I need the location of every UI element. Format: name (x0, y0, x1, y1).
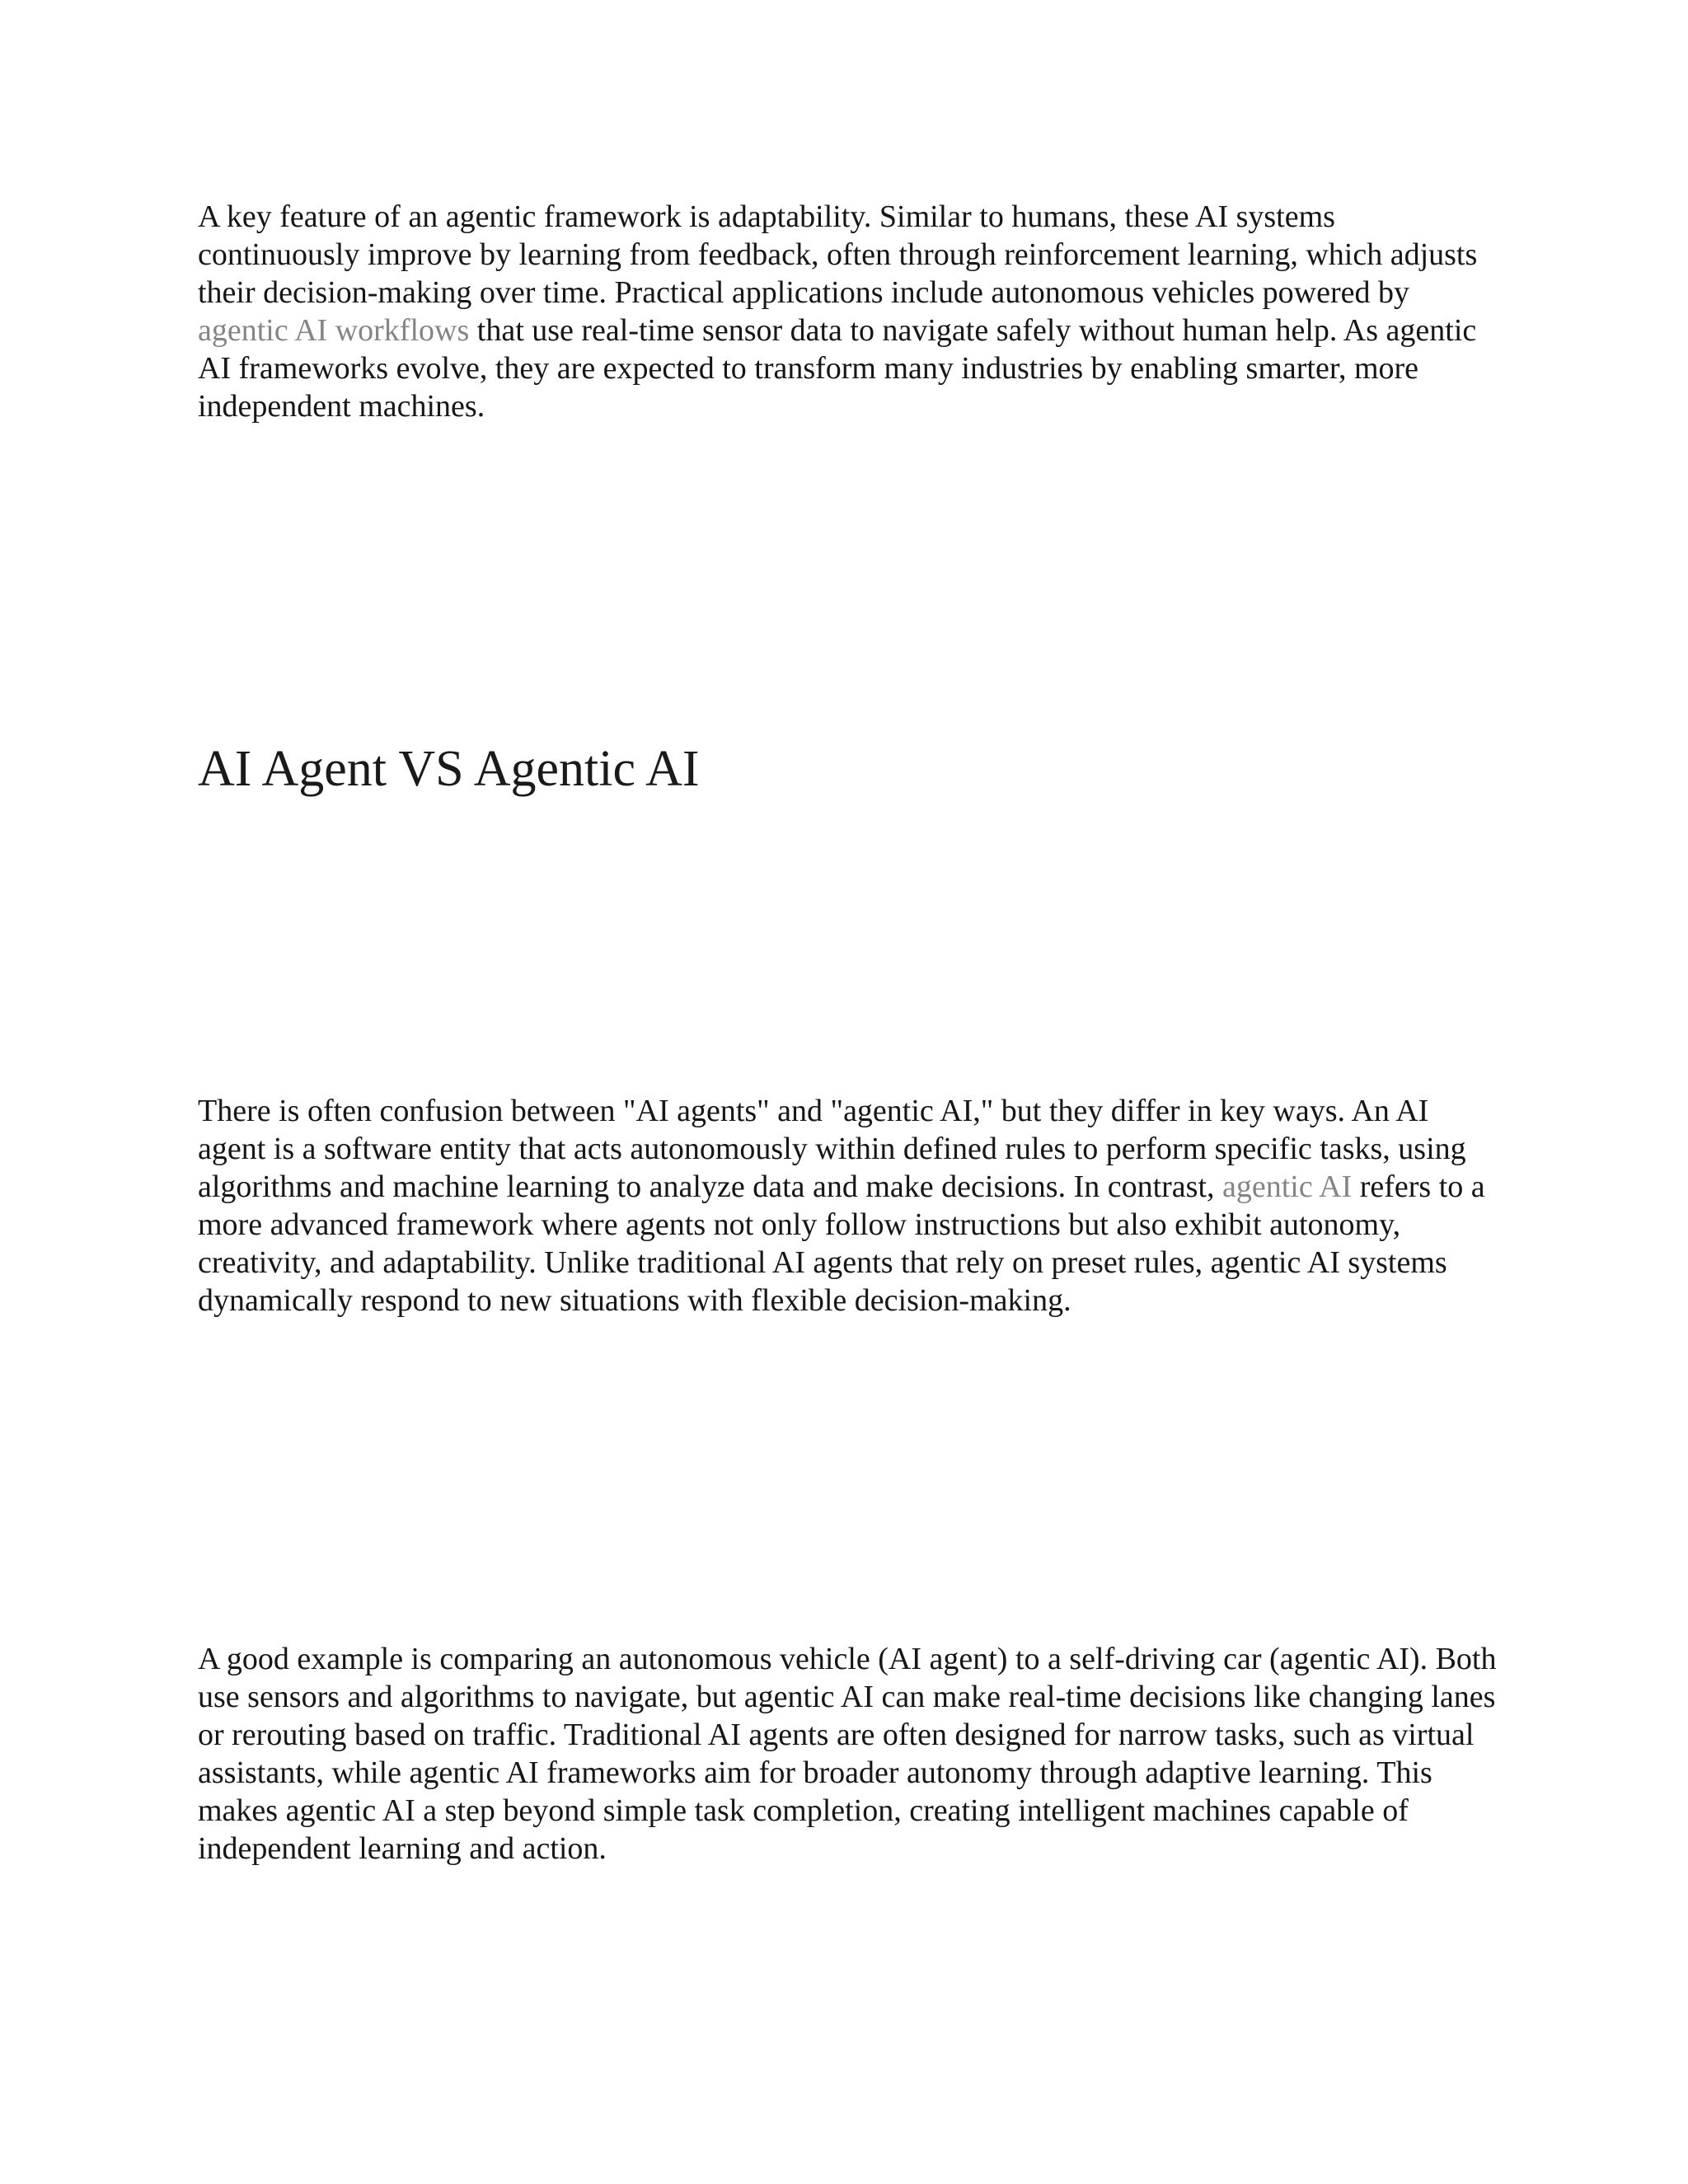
agentic-ai-link[interactable]: agentic AI (1222, 1169, 1353, 1204)
section-heading: AI Agent VS Agentic AI (198, 741, 700, 797)
paragraph-text: refers to a more advanced framework where agents not only follow instructions but also exhibit autonomy, creativity, and adaptability. Unlike traditional AI agents that rely on preset rules, agentic AI systems dynamically respond to new situations with flexible decision-making. (198, 1169, 1485, 1318)
paragraph-text: There is often confusion between "AI agents" and "agentic AI," but they differ in key ways. An AI agent is a software entity that acts autonomously within defined rules to perform specific tasks, using algorithms and machine learning to analyze data and make decisions. In contrast, (198, 1094, 1466, 1204)
paragraph-confusion (198, 1092, 1500, 1319)
paragraph-text: A key feature of an agentic framework is adaptability. Similar to humans, these AI systems continuously improve by learning from feedback, often through reinforcement learning, which adjusts their decision-making over time. Practical applications include autonomous vehicles powered by (198, 199, 1478, 310)
paragraph-example: A good example is comparing an autonomous vehicle (AI agent) to a self-driving car (agentic AI). Both use sensors and algorithms to navigate, but agentic AI can make real-time decisions like changing lanes or rerouting based on traffic. Traditional AI agents are often designed for narrow tasks, such as virtual assistants, while agentic AI frameworks aim for broader autonomy through adaptive learning. This makes agentic AI a step beyond simple task completion, creating intelligent machines capable of independent learning and action. (198, 1642, 1497, 1866)
paragraph-adaptability (198, 198, 1500, 425)
agentic-ai-workflows-link[interactable]: agentic AI workflows (198, 313, 470, 348)
paragraph-text: that use real-time sensor data to navigate safely without human help. As agentic AI frameworks evolve, they are expected to transform many industries by enabling smarter, more independent machines. (198, 313, 1477, 424)
